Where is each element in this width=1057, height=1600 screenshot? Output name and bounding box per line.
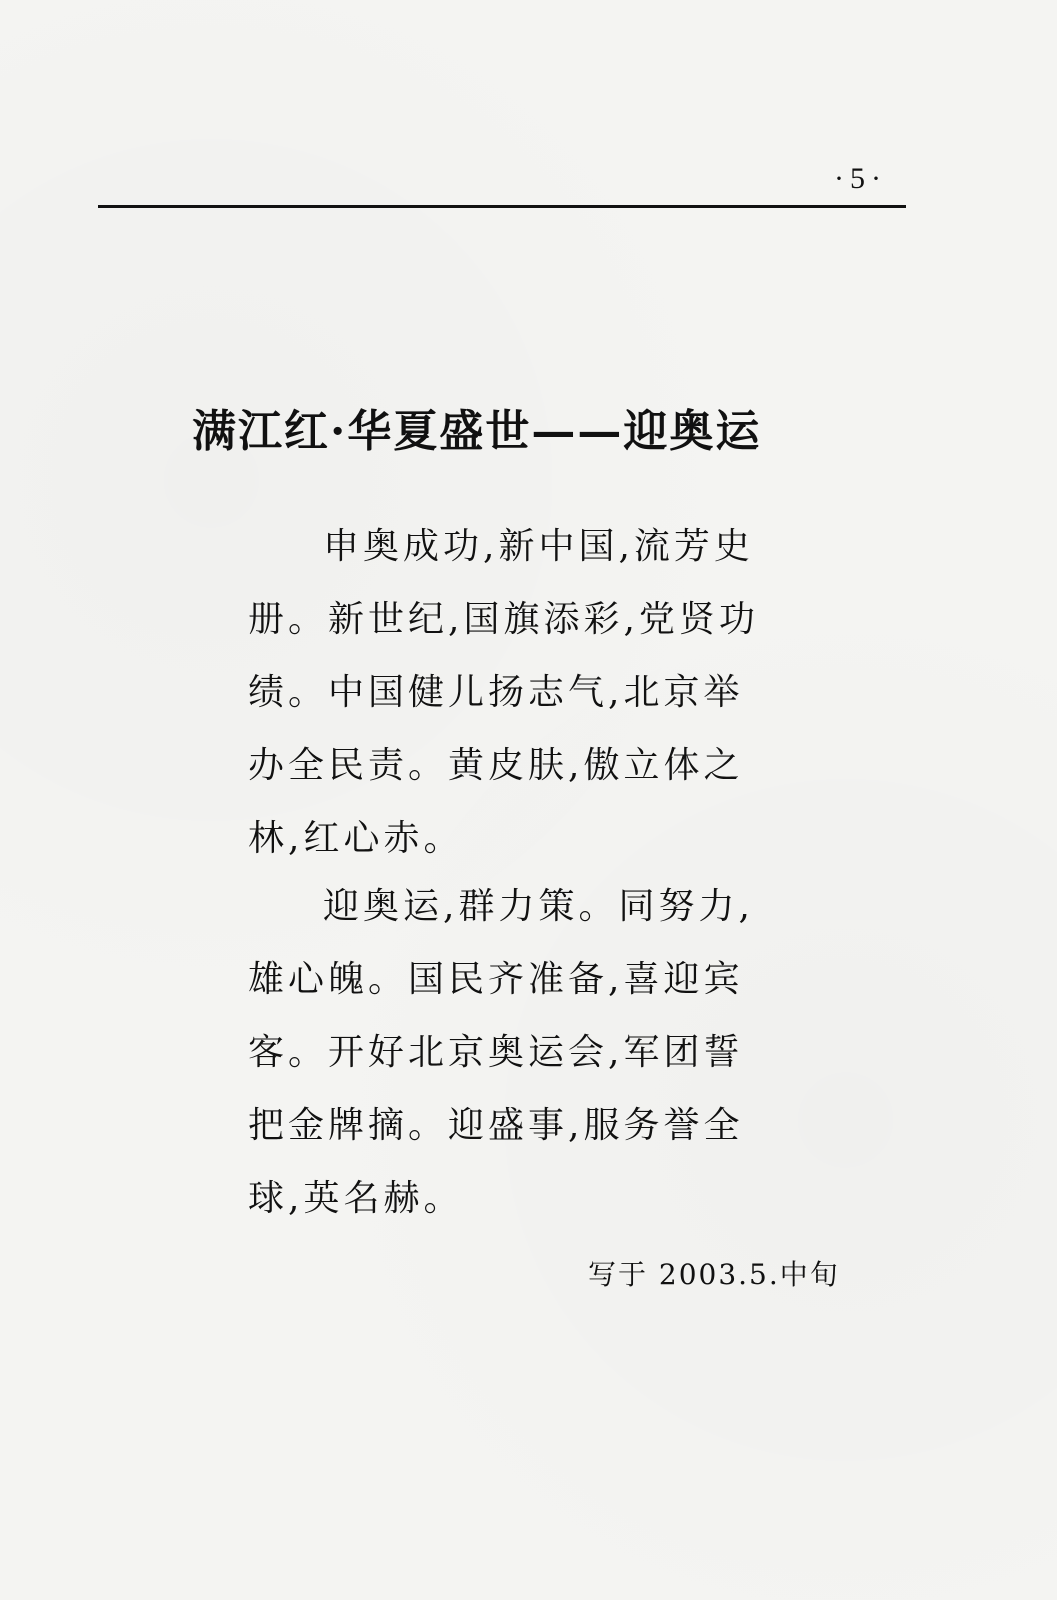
poem-line: 迎奥运,群力策。同努力, xyxy=(323,886,754,927)
poem-line: 球,英名赫。 xyxy=(248,1178,464,1219)
poem-stanza-2 xyxy=(248,870,768,1235)
poem-line: 林,红心赤。 xyxy=(248,818,464,859)
poem-line: 雄心魄。国民齐准备,喜迎宾 xyxy=(248,959,744,1000)
poem-line: 申奥成功,新中国,流芳史 xyxy=(323,526,754,567)
poem-line: 把金牌摘。迎盛事,服务誉全 xyxy=(248,1105,744,1146)
poem-stanza-1 xyxy=(248,510,768,875)
poem-line: 客。开好北京奥运会,军团誓 xyxy=(248,1032,744,1073)
poem-line: 办全民责。黄皮肤,傲立体之 xyxy=(248,745,744,786)
poem-line: 绩。中国健儿扬志气,北京举 xyxy=(248,672,744,713)
poem-title: 满江红·华夏盛世——迎奥运 xyxy=(192,406,762,457)
header-rule xyxy=(98,205,906,208)
poem-line: 册。新世纪,国旗添彩,党贤功 xyxy=(248,599,759,640)
page-number: ·5· xyxy=(834,162,887,195)
poem-signature-date: 写于 2003.5.中旬 xyxy=(588,1258,840,1291)
